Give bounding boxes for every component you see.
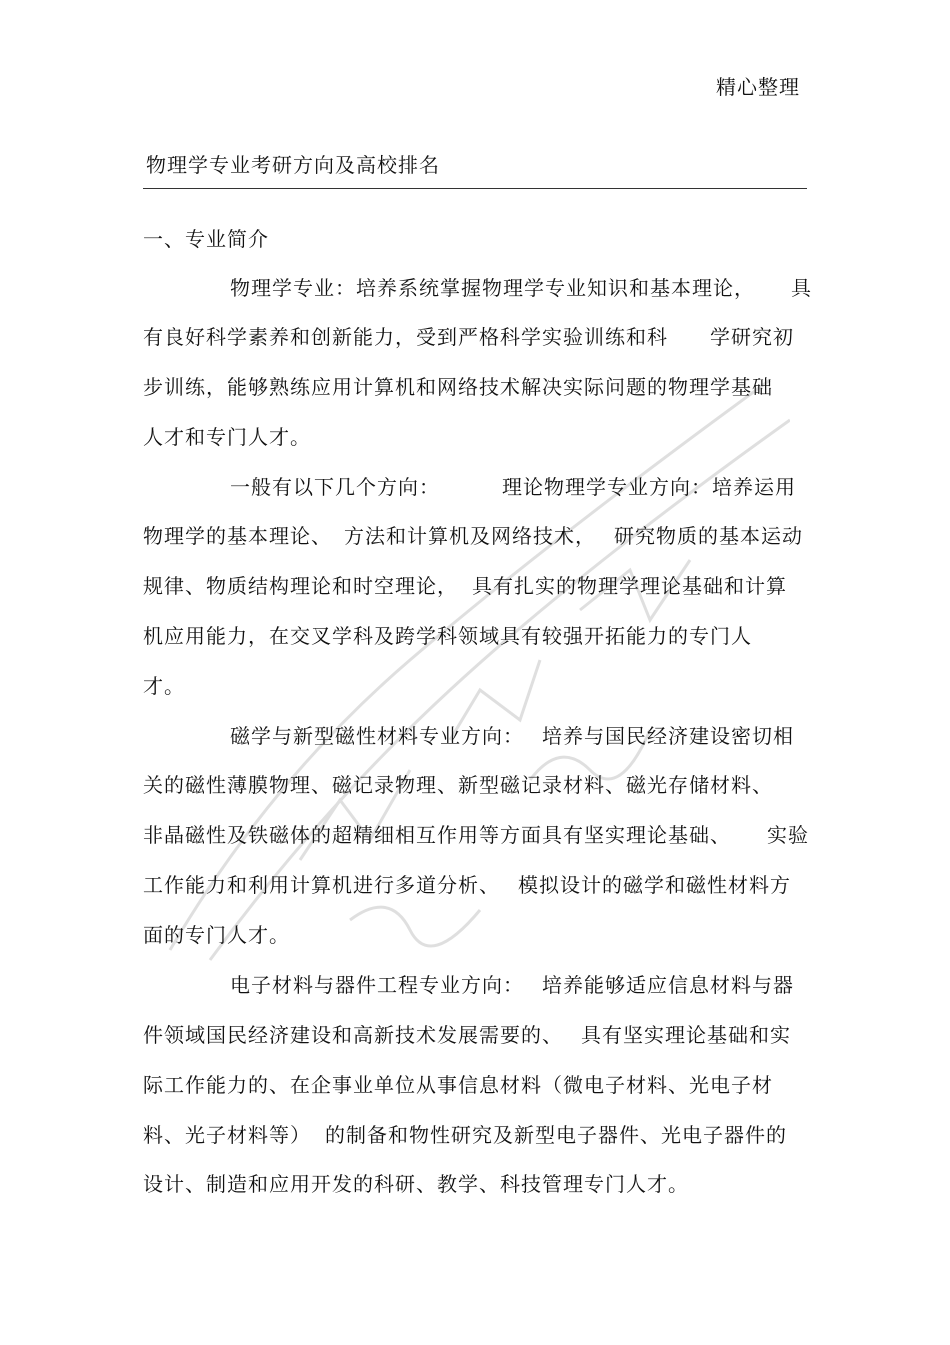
paragraph-3-line-4 — [143, 871, 791, 899]
text-segment: 模拟设计的磁学和磁性材料方 — [518, 873, 791, 897]
paragraph-3-line-2: 关的磁性薄膜物理、磁记录物理、新型磁记录材料、磁光存储材料、 — [143, 773, 773, 797]
text-segment: 方法和计算机及网络技术， — [344, 524, 596, 548]
text-segment: 料、光子材料等） — [143, 1123, 311, 1147]
text-segment: 物理学专业：培养系统掌握物理学专业知识和基本理论， — [230, 276, 755, 300]
paragraph-1-line-2 — [143, 323, 794, 351]
section-heading: 一、专业简介 — [143, 227, 269, 251]
paragraph-4-line-1 — [230, 971, 794, 999]
text-segment: 具有坚实理论基础和实 — [581, 1023, 791, 1047]
paragraph-2-line-5: 才。 — [143, 674, 185, 698]
paragraph-4-line-3: 际工作能力的、在企事业单位从事信息材料（微电子材料、光电子材 — [143, 1073, 773, 1097]
text-segment: 磁学与新型磁性材料专业方向： — [230, 724, 524, 748]
header-note: 精心整理 — [716, 75, 800, 99]
text-segment: 学研究初 — [710, 325, 794, 349]
title-underline — [143, 188, 807, 189]
text-segment: 规律、物质结构理论和时空理论， — [143, 574, 458, 598]
paragraph-3-line-3 — [143, 821, 809, 849]
text-segment: 研究物质的基本运动 — [614, 524, 803, 548]
text-segment: 培养能够适应信息材料与器 — [542, 973, 794, 997]
paragraph-1-line-1 — [230, 274, 812, 302]
text-segment: 具有扎实的物理学理论基础和计算 — [472, 574, 787, 598]
text-segment: 实验 — [767, 823, 809, 847]
paragraph-4-line-4 — [143, 1121, 787, 1149]
paragraph-2-line-2 — [143, 522, 803, 550]
text-segment: 一般有以下几个方向： — [230, 475, 440, 499]
text-segment: 有良好科学素养和创新能力，受到严格科学实验训练和科 — [143, 325, 668, 349]
text-segment: 具 — [791, 276, 812, 300]
paragraph-3-line-1 — [230, 722, 794, 750]
paragraph-2-line-3 — [143, 572, 787, 600]
text-segment: 工作能力和利用计算机进行多道分析、 — [143, 873, 500, 897]
text-segment: 非晶磁性及铁磁体的超精细相互作用等方面具有坚实理论基础、 — [143, 823, 731, 847]
document-title: 物理学专业考研方向及高校排名 — [146, 153, 440, 177]
text-segment: 培养与国民经济建设密切相 — [542, 724, 794, 748]
paragraph-3-line-5: 面的专门人才。 — [143, 923, 290, 947]
text-segment: 物理学的基本理论、 — [143, 524, 332, 548]
text-segment: 件领域国民经济建设和高新技术发展需要的、 — [143, 1023, 563, 1047]
text-segment: 的制备和物性研究及新型电子器件、光电子器件的 — [325, 1123, 787, 1147]
paragraph-2-line-1 — [230, 473, 796, 501]
text-segment: 电子材料与器件工程专业方向： — [230, 973, 524, 997]
paragraph-1-line-3: 步训练，能够熟练应用计算机和网络技术解决实际问题的物理学基础 — [143, 375, 773, 399]
paragraph-4-line-2 — [143, 1021, 791, 1049]
paragraph-1-line-4: 人才和专门人才。 — [143, 425, 311, 449]
paragraph-4-line-5: 设计、制造和应用开发的科研、教学、科技管理专门人才。 — [143, 1172, 689, 1196]
text-segment: 理论物理学专业方向：培养运用 — [502, 475, 796, 499]
paragraph-2-line-4: 机应用能力，在交叉学科及跨学科领域具有较强开拓能力的专门人 — [143, 624, 752, 648]
